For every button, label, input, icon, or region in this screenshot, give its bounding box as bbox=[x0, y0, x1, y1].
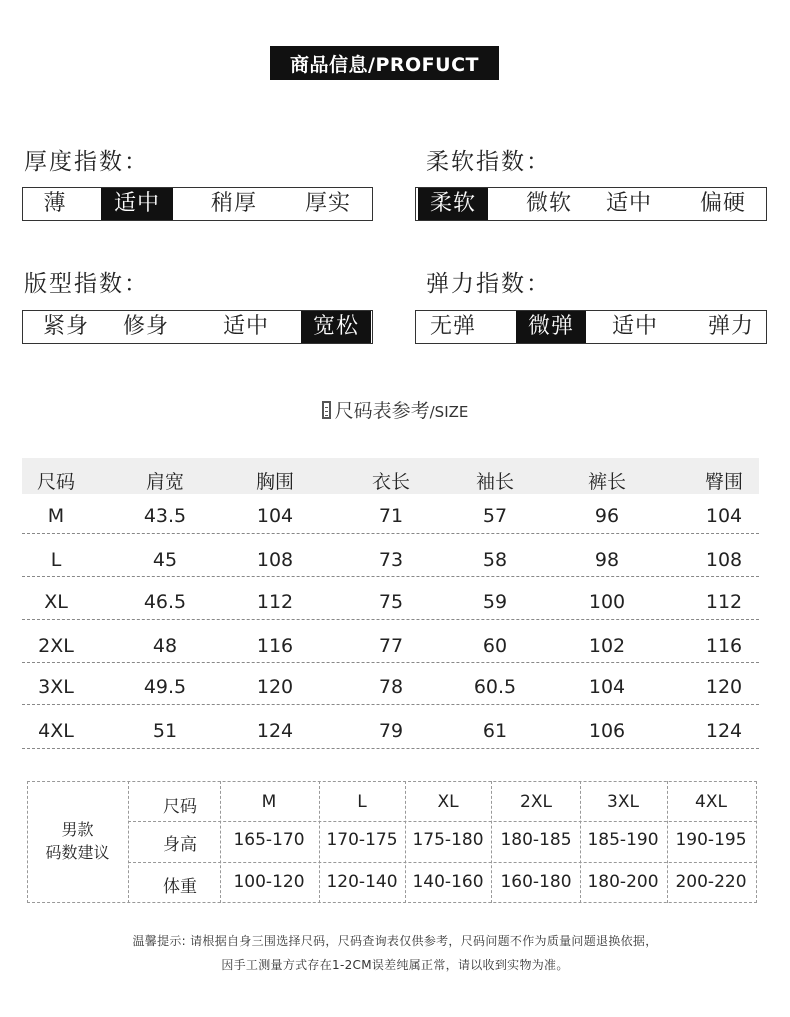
size-cell-sleeve: 58 bbox=[482, 549, 508, 571]
size-chart-heading bbox=[0, 396, 790, 423]
stretch-index-scale bbox=[415, 310, 767, 344]
note-line-1: 温馨提示: 请根据自身三围选择尺码，尺码查询表仅供参考，尺码问题不作为质量问题退换依据， bbox=[132, 934, 658, 948]
size-cell-length: 78 bbox=[378, 676, 404, 698]
size-cell-hip: 104 bbox=[705, 505, 743, 527]
note-line-2: 因手工测量方式存在1-2CM误差纯属正常，请以收到实物为准。 bbox=[221, 958, 569, 972]
fit-option-loose-selected: 宽松 bbox=[301, 311, 371, 343]
thickness-index-title: 厚度指数： bbox=[24, 149, 149, 175]
size-cell-shoulder: 46.5 bbox=[143, 591, 187, 613]
size-cell-shoulder: 51 bbox=[152, 720, 178, 742]
size-cell-pants: 104 bbox=[588, 676, 626, 698]
fit-option-tight: 紧身 bbox=[42, 314, 89, 339]
size-cell-length: 73 bbox=[378, 549, 404, 571]
size-cell-pants: 106 bbox=[588, 720, 626, 742]
recommendation-cell-weight: 200-220 bbox=[675, 872, 747, 892]
recommendation-col-divider bbox=[319, 781, 320, 903]
thickness-option-thin: 薄 bbox=[43, 191, 67, 216]
recommendation-cell-height: 185-190 bbox=[587, 830, 659, 850]
size-chart-heading-text: 尺码表参考 bbox=[334, 400, 430, 422]
size-cell-size: 4XL bbox=[38, 720, 74, 742]
size-cell-sleeve: 60 bbox=[482, 635, 508, 657]
recommendation-col-divider bbox=[580, 781, 581, 903]
recommendation-label bbox=[27, 818, 128, 864]
recommendation-cell-weight: 140-160 bbox=[412, 872, 484, 892]
recommendation-cell-weight: 160-180 bbox=[500, 872, 572, 892]
fit-index-title: 版型指数： bbox=[24, 271, 149, 297]
recommendation-cell-weight: 120-140 bbox=[326, 872, 398, 892]
recommendation-cell-size: 4XL bbox=[695, 792, 727, 812]
recommendation-label-line2: 码数建议 bbox=[45, 843, 110, 862]
thickness-option-slightly-thick: 稍厚 bbox=[210, 191, 257, 216]
size-cell-chest: 104 bbox=[256, 505, 294, 527]
recommendation-cell-height: 170-175 bbox=[326, 830, 398, 850]
thickness-index-scale bbox=[22, 187, 373, 221]
recommendation-row-divider bbox=[128, 821, 757, 822]
size-cell-length: 79 bbox=[378, 720, 404, 742]
size-cell-pants: 98 bbox=[594, 549, 620, 571]
size-cell-hip: 120 bbox=[705, 676, 743, 698]
size-chart-heading-sub: /SIZE bbox=[429, 403, 469, 421]
size-cell-pants: 100 bbox=[588, 591, 626, 613]
stretch-option-medium: 适中 bbox=[611, 314, 658, 339]
size-row-divider bbox=[22, 533, 759, 534]
recommendation-col-divider bbox=[220, 781, 221, 903]
size-cell-pants: 96 bbox=[594, 505, 620, 527]
size-cell-sleeve: 57 bbox=[482, 505, 508, 527]
recommendation-cell-size: XL bbox=[437, 792, 459, 812]
size-cell-hip: 124 bbox=[705, 720, 743, 742]
size-cell-size: XL bbox=[44, 591, 68, 613]
size-cell-length: 71 bbox=[378, 505, 404, 527]
size-row-divider bbox=[22, 748, 759, 749]
recommendation-row-label-weight: 体重 bbox=[163, 877, 197, 897]
size-cell-pants: 102 bbox=[588, 635, 626, 657]
size-cell-chest: 116 bbox=[256, 635, 294, 657]
softness-index-scale bbox=[415, 187, 767, 221]
softness-option-medium: 适中 bbox=[605, 191, 652, 216]
size-col-header-length: 衣长 bbox=[371, 471, 411, 493]
size-row-divider bbox=[22, 619, 759, 620]
size-col-header-size: 尺码 bbox=[36, 471, 76, 493]
recommendation-cell-weight: 180-200 bbox=[587, 872, 659, 892]
size-cell-sleeve: 61 bbox=[482, 720, 508, 742]
size-col-header-sleeve: 袖长 bbox=[475, 471, 515, 493]
size-row-divider bbox=[22, 576, 759, 577]
stretch-option-stretchy: 弹力 bbox=[707, 314, 754, 339]
recommendation-row-divider bbox=[128, 862, 757, 863]
recommendation-row-label-size: 尺码 bbox=[163, 797, 197, 817]
softness-index-title: 柔软指数： bbox=[426, 149, 551, 175]
fit-option-regular: 适中 bbox=[222, 314, 269, 339]
size-cell-hip: 112 bbox=[705, 591, 743, 613]
stretch-option-slight-selected: 微弹 bbox=[516, 311, 586, 343]
recommendation-row-label-height: 身高 bbox=[163, 835, 197, 855]
recommendation-cell-size: L bbox=[357, 792, 367, 812]
softness-option-stiff: 偏硬 bbox=[699, 191, 746, 216]
thickness-option-medium-selected: 适中 bbox=[101, 188, 173, 220]
size-cell-sleeve: 59 bbox=[482, 591, 508, 613]
fit-index-scale bbox=[22, 310, 373, 344]
size-cell-shoulder: 45 bbox=[152, 549, 178, 571]
size-cell-chest: 124 bbox=[256, 720, 294, 742]
size-cell-hip: 108 bbox=[705, 549, 743, 571]
recommendation-cell-height: 175-180 bbox=[412, 830, 484, 850]
size-cell-chest: 108 bbox=[256, 549, 294, 571]
size-col-header-pants: 裤长 bbox=[587, 471, 627, 493]
recommendation-cell-size: 3XL bbox=[607, 792, 639, 812]
recommendation-cell-weight: 100-120 bbox=[233, 872, 305, 892]
recommendation-cell-size: M bbox=[261, 792, 277, 812]
stretch-index-title: 弹力指数： bbox=[426, 271, 551, 297]
stretch-option-none: 无弹 bbox=[429, 314, 476, 339]
recommendation-col-divider bbox=[667, 781, 668, 903]
recommendation-col-divider bbox=[128, 781, 129, 903]
size-col-header-chest: 胸围 bbox=[255, 471, 295, 493]
recommendation-cell-height: 165-170 bbox=[233, 830, 305, 850]
recommendation-label-line1: 男款 bbox=[61, 820, 94, 839]
softness-option-soft-selected: 柔软 bbox=[418, 188, 488, 220]
size-cell-shoulder: 48 bbox=[152, 635, 178, 657]
size-cell-size: L bbox=[50, 549, 62, 571]
size-col-header-shoulder: 肩宽 bbox=[145, 471, 185, 493]
recommendation-col-divider bbox=[405, 781, 406, 903]
recommendation-col-divider bbox=[491, 781, 492, 903]
size-cell-length: 77 bbox=[378, 635, 404, 657]
size-cell-size: 2XL bbox=[38, 635, 74, 657]
size-cell-shoulder: 49.5 bbox=[143, 676, 187, 698]
size-row-divider bbox=[22, 704, 759, 705]
size-cell-size: M bbox=[47, 505, 65, 527]
ruler-icon bbox=[322, 401, 331, 419]
size-row-divider bbox=[22, 662, 759, 663]
size-col-header-hip: 臀围 bbox=[704, 471, 744, 493]
fit-option-slim: 修身 bbox=[122, 314, 169, 339]
size-cell-chest: 112 bbox=[256, 591, 294, 613]
product-info-title: 商品信息/PROFUCT bbox=[270, 46, 499, 80]
recommendation-cell-size: 2XL bbox=[520, 792, 552, 812]
recommendation-cell-height: 180-185 bbox=[500, 830, 572, 850]
size-cell-sleeve: 60.5 bbox=[473, 676, 517, 698]
recommendation-cell-height: 190-195 bbox=[675, 830, 747, 850]
size-cell-shoulder: 43.5 bbox=[143, 505, 187, 527]
size-cell-chest: 120 bbox=[256, 676, 294, 698]
softness-option-slightly-soft: 微软 bbox=[525, 191, 572, 216]
thickness-option-thick: 厚实 bbox=[304, 191, 351, 216]
size-cell-size: 3XL bbox=[38, 676, 74, 698]
size-cell-hip: 116 bbox=[705, 635, 743, 657]
size-cell-length: 75 bbox=[378, 591, 404, 613]
